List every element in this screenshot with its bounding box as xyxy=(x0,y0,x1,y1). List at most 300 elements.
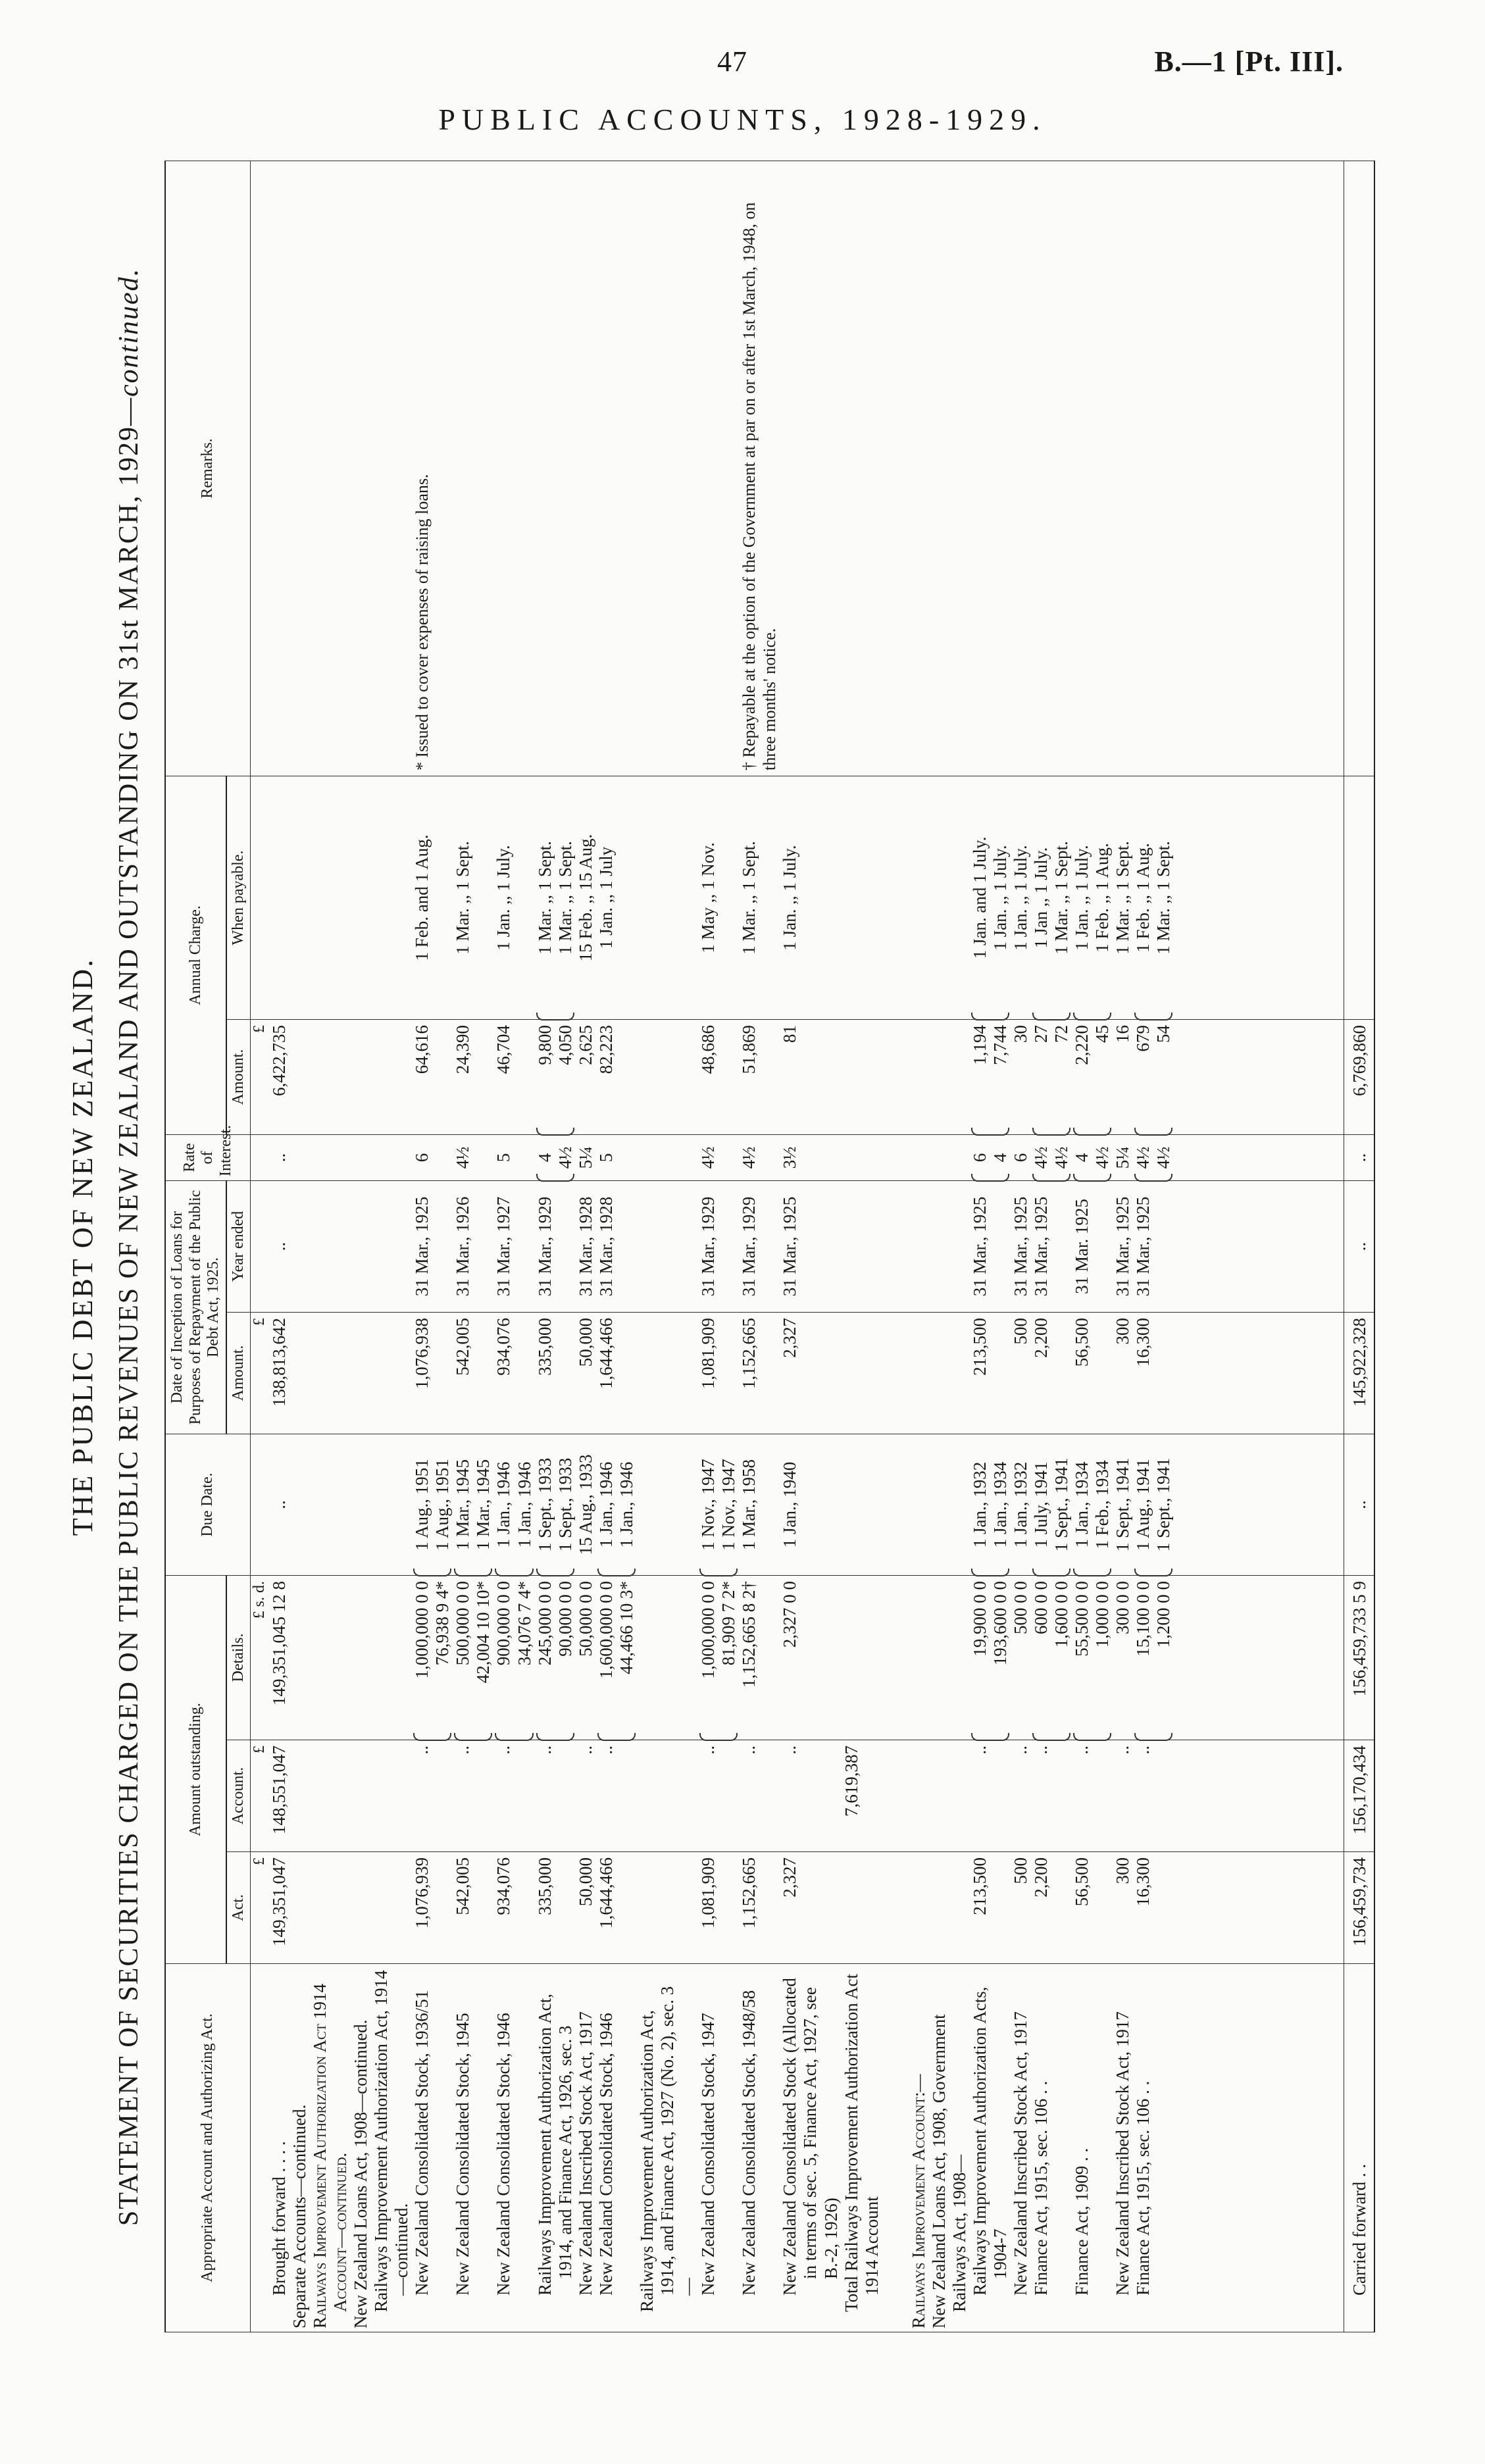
charge-amount-line: 45 xyxy=(1092,1025,1113,1043)
when-payable xyxy=(289,776,310,1020)
interest-rate xyxy=(412,1135,453,1181)
year-ended xyxy=(637,1181,698,1313)
due-date-line: 1 Aug., 1951 xyxy=(432,1459,453,1551)
table-row xyxy=(493,161,534,2332)
account-description: New Zealand Loans Act, 1908, Government Railways Act, 1908— xyxy=(929,1964,970,2332)
inception-amount: 300 xyxy=(1113,1313,1133,1434)
charge-amount-line: 6,769,860 xyxy=(1349,1025,1369,1096)
due-date xyxy=(1344,1434,1374,1576)
remark-text xyxy=(1011,161,1031,776)
year-ended-line: 31 Mar., 1926 xyxy=(453,1196,473,1297)
inception-amount: 2,327 xyxy=(780,1313,841,1434)
year-ended xyxy=(1031,1181,1072,1313)
due-date-line: .. xyxy=(268,1500,289,1509)
charge-amount-line: 46,704 xyxy=(493,1025,514,1074)
table-row xyxy=(1072,161,1113,2332)
account-amount: .. xyxy=(535,1740,576,1852)
due-date-line: 1 Jan., 1932 xyxy=(1010,1461,1030,1548)
due-date xyxy=(882,1434,929,1576)
charge-amount xyxy=(970,1020,1011,1135)
due-date-line: 1 Mar., 1945 xyxy=(473,1459,493,1550)
when-payable xyxy=(780,776,841,1020)
year-ended xyxy=(780,1181,841,1313)
details-amount xyxy=(453,1576,493,1740)
details-amount-line: 300 0 0 xyxy=(1113,1581,1133,1634)
when-payable-line: 1 Jan. ,, 1 July. xyxy=(493,845,514,951)
interest-rate xyxy=(269,1135,289,1181)
when-payable xyxy=(351,776,371,1020)
year-ended xyxy=(882,1181,929,1313)
due-date xyxy=(970,1434,1011,1576)
interest-rate xyxy=(371,1135,412,1181)
remark-text xyxy=(637,161,698,776)
account-amount: .. xyxy=(698,1740,739,1852)
charge-amount xyxy=(453,1020,493,1135)
year-ended-line: 31 Mar. 1925 xyxy=(1072,1199,1092,1294)
details-amount xyxy=(842,1576,882,1740)
col-inception-amount: Amount. xyxy=(226,1313,251,1434)
year-ended xyxy=(739,1181,780,1313)
table-row xyxy=(596,161,637,2332)
year-ended-line: 31 Mar., 1925 xyxy=(1030,1196,1051,1297)
due-date-line: 1 Aug., 1941 xyxy=(1133,1459,1153,1551)
due-date-line: 1 Nov., 1947 xyxy=(718,1459,738,1551)
when-payable xyxy=(1031,776,1072,1020)
when-payable-line: 1 Jan. ,, 1 July xyxy=(595,846,616,949)
details-amount-line: 1,600,000 0 0 xyxy=(595,1581,616,1679)
account-amount: .. xyxy=(412,1740,453,1852)
interest-rate xyxy=(1072,1135,1113,1181)
details-amount xyxy=(289,1576,310,1740)
when-payable xyxy=(535,776,576,1020)
inception-amount xyxy=(842,1313,882,1434)
details-amount-line: 1,200 0 0 xyxy=(1153,1581,1174,1648)
when-payable-line: 1 Jan. ,, 1 July. xyxy=(1072,845,1092,951)
year-ended xyxy=(351,1181,371,1313)
charge-amount xyxy=(412,1020,453,1135)
due-date-line: 1 Sept., 1933 xyxy=(555,1457,575,1552)
when-payable xyxy=(1113,776,1133,1020)
account-amount: 7,619,387 xyxy=(842,1740,882,1852)
interest-rate-line: 5¼ xyxy=(1113,1146,1133,1169)
table-row xyxy=(576,161,596,2332)
act-amount: 2,200 xyxy=(1031,1852,1072,1964)
year-ended xyxy=(596,1181,637,1313)
details-amount xyxy=(637,1576,698,1740)
year-ended xyxy=(310,1181,351,1313)
details-amount-line: 245,000 0 0 xyxy=(534,1581,555,1666)
subtitle-main: STATEMENT OF SECURITIES CHARGED ON THE PUBLIC REVENUES OF NEW ZEALAND AND OUTSTANDING ON 31st MARCH, 1929— xyxy=(114,396,144,2226)
table-row xyxy=(882,161,929,2332)
due-date xyxy=(637,1434,698,1576)
due-date-line: 1 Mar., 1958 xyxy=(739,1459,759,1550)
table-row xyxy=(970,161,1011,2332)
remark-text xyxy=(493,161,534,776)
year-ended xyxy=(493,1181,534,1313)
due-date-line: 1 July, 1941 xyxy=(1030,1461,1051,1548)
charge-amount xyxy=(1133,1020,1174,1135)
account-description: Railways Improvement Authorization Act, 1914, and Finance Act, 1927 (No. 2), sec. 3— xyxy=(637,1964,698,2332)
inception-amount: 16,300 xyxy=(1133,1313,1174,1434)
col-inception: Date of Inception of Loans for Purposes of Repayment of the Public Debt Act, 1925. xyxy=(165,1181,226,1434)
due-date-line: 1 Jan., 1934 xyxy=(1072,1461,1092,1548)
inception-amount: 213,500 xyxy=(970,1313,1011,1434)
interest-rate xyxy=(1031,1135,1072,1181)
due-date xyxy=(596,1434,637,1576)
details-amount-line: 44,466 10 3* xyxy=(616,1581,636,1674)
due-date xyxy=(1113,1434,1133,1576)
due-date-line: 1 Jan., 1946 xyxy=(514,1461,534,1548)
account-amount xyxy=(371,1740,412,1852)
remark-text xyxy=(1072,161,1113,776)
col-year-ended: Year ended xyxy=(226,1181,251,1313)
when-payable xyxy=(637,776,698,1020)
due-date xyxy=(842,1434,882,1576)
charge-amount-line: 30 xyxy=(1010,1025,1030,1043)
remark-text xyxy=(310,161,351,776)
details-amount xyxy=(412,1576,453,1740)
debt-table xyxy=(164,161,1375,2332)
interest-rate xyxy=(842,1135,882,1181)
account-amount: .. xyxy=(1011,1740,1031,1852)
charge-amount xyxy=(576,1020,596,1135)
due-date xyxy=(351,1434,371,1576)
table-row xyxy=(289,161,310,2332)
account-amount xyxy=(929,1740,970,1852)
year-ended xyxy=(1072,1181,1113,1313)
charge-amount-line: 72 xyxy=(1051,1025,1071,1043)
due-date-line: 1 Sept., 1941 xyxy=(1113,1457,1133,1552)
table-row xyxy=(780,161,841,2332)
when-payable-line: 1 Mar. ,, 1 Sept. xyxy=(534,841,555,955)
details-amount-line: 1,000,000 0 0 xyxy=(697,1581,718,1679)
details-amount-line: 81,909 7 2* xyxy=(718,1581,738,1666)
col-charge-amount: Amount. xyxy=(226,1020,251,1135)
remark-text xyxy=(780,161,841,776)
charge-amount-line: 7,744 xyxy=(990,1025,1010,1065)
charge-amount xyxy=(351,1020,371,1135)
account-description: New Zealand Consolidated Stock, 1948/58 xyxy=(739,1964,780,2332)
details-amount xyxy=(371,1576,412,1740)
due-date xyxy=(698,1434,739,1576)
act-amount: 156,459,734 xyxy=(1344,1852,1374,1964)
details-amount-line: 900,000 0 0 xyxy=(493,1581,514,1666)
account-description: Railways Improvement Authorization Act, 1914, and Finance Act, 1926, sec. 3 xyxy=(535,1964,576,2332)
remark-text xyxy=(269,161,289,776)
details-amount xyxy=(310,1576,351,1740)
when-payable xyxy=(596,776,637,1020)
year-ended xyxy=(453,1181,493,1313)
charge-amount xyxy=(882,1020,929,1135)
inception-amount: 145,922,328 xyxy=(1344,1313,1374,1434)
when-payable xyxy=(576,776,596,1020)
remark-text xyxy=(1113,161,1133,776)
interest-rate-line: 6 xyxy=(969,1153,990,1163)
details-amount xyxy=(576,1576,596,1740)
year-ended-line: 31 Mar., 1929 xyxy=(534,1196,555,1297)
act-amount: 1,644,466 xyxy=(596,1852,637,1964)
col-due-date: Due Date. xyxy=(165,1434,251,1576)
due-date-line: 1 Mar., 1945 xyxy=(453,1459,473,1550)
when-payable-line: 1 Mar. ,, 1 Sept. xyxy=(555,841,575,955)
remark-text xyxy=(535,161,576,776)
account-description: Railways Improvement Authorization Act, 1914—continued. xyxy=(371,1964,412,2332)
when-payable xyxy=(412,776,453,1020)
details-amount-line: 193,600 0 0 xyxy=(990,1581,1010,1666)
when-payable-line: 15 Feb. ,, 15 Aug. xyxy=(575,834,595,962)
when-payable xyxy=(371,776,412,1020)
act-amount: 500 xyxy=(1011,1852,1031,1964)
remark-text xyxy=(351,161,371,776)
table-row xyxy=(269,161,289,2332)
inception-amount xyxy=(929,1313,970,1434)
interest-rate-line: 6 xyxy=(1010,1153,1030,1163)
charge-amount-line: 679 xyxy=(1133,1025,1153,1052)
when-payable xyxy=(1011,776,1031,1020)
inception-amount: 1,076,938 xyxy=(412,1313,453,1434)
col-rate: Rate of Interest. xyxy=(165,1135,251,1181)
interest-rate-line: 4 xyxy=(990,1153,1010,1163)
details-amount xyxy=(269,1576,289,1740)
year-ended-line: 31 Mar., 1925 xyxy=(412,1196,432,1297)
inception-amount xyxy=(310,1313,351,1434)
inception-amount: 934,076 xyxy=(493,1313,534,1434)
due-date xyxy=(1011,1434,1031,1576)
unit-pound: £ xyxy=(251,1852,269,1964)
col-account: Account. xyxy=(226,1740,251,1852)
when-payable-line: 1 Jan. ,, 1 July. xyxy=(1010,845,1030,951)
interest-rate xyxy=(637,1135,698,1181)
interest-rate xyxy=(1011,1135,1031,1181)
interest-rate xyxy=(289,1135,310,1181)
due-date-line: 1 Jan., 1946 xyxy=(616,1461,636,1548)
details-amount xyxy=(1133,1576,1174,1740)
inception-amount: 1,152,665 xyxy=(739,1313,780,1434)
year-ended xyxy=(1011,1181,1031,1313)
charge-amount-line: 2,625 xyxy=(575,1025,595,1065)
remark-text xyxy=(371,161,412,776)
details-amount xyxy=(1011,1576,1031,1740)
interest-rate-line: 5¼ xyxy=(575,1146,595,1169)
due-date xyxy=(371,1434,412,1576)
year-ended xyxy=(842,1181,882,1313)
account-description: Railways Improvement Authorization Act 1914 Account—continued. xyxy=(310,1964,351,2332)
account-description: Railways Improvement Authorization Acts, 1904-7 xyxy=(970,1964,1011,2332)
account-description: New Zealand Inscribed Stock Act, 1917 xyxy=(1011,1964,1031,2332)
col-act: Act. xyxy=(226,1852,251,1964)
table-row xyxy=(351,161,371,2332)
interest-rate xyxy=(1133,1135,1174,1181)
when-payable-line: 1 Mar. ,, 1 Sept. xyxy=(1153,841,1174,955)
interest-rate-line: .. xyxy=(268,1153,289,1163)
account-amount: .. xyxy=(780,1740,841,1852)
table-row xyxy=(412,161,453,2332)
due-date-line: 1 Sept., 1941 xyxy=(1153,1457,1174,1552)
charge-amount-line: 2,220 xyxy=(1072,1025,1092,1065)
year-ended xyxy=(1133,1181,1174,1313)
act-amount: 335,000 xyxy=(535,1852,576,1964)
act-amount xyxy=(842,1852,882,1964)
account-description: New Zealand Consolidated Stock, 1936/51 xyxy=(412,1964,453,2332)
interest-rate xyxy=(780,1135,841,1181)
due-date-line: 15 Aug., 1933 xyxy=(575,1454,595,1555)
statement-subtitle xyxy=(113,161,145,2332)
statement-title: THE PUBLIC DEBT OF NEW ZEALAND. xyxy=(66,957,99,1536)
when-payable xyxy=(1344,776,1374,1020)
charge-amount-line: 54 xyxy=(1153,1025,1174,1043)
account-description: Railways Improvement Account:— xyxy=(882,1964,929,2332)
due-date xyxy=(535,1434,576,1576)
interest-rate-line: 3½ xyxy=(780,1146,800,1169)
page-number: 47 xyxy=(717,45,747,78)
interest-rate-line: 4½ xyxy=(453,1146,473,1169)
unit-pound: £ xyxy=(251,1740,269,1852)
details-amount xyxy=(739,1576,780,1740)
remark-text: * Issued to cover expenses of raising loans. xyxy=(412,161,453,776)
when-payable xyxy=(842,776,882,1020)
interest-rate xyxy=(929,1135,970,1181)
act-amount xyxy=(289,1852,310,1964)
account-amount xyxy=(310,1740,351,1852)
year-ended-line: 31 Mar., 1925 xyxy=(780,1196,800,1297)
remark-text xyxy=(970,161,1011,776)
details-amount xyxy=(493,1576,534,1740)
due-date xyxy=(453,1434,493,1576)
year-ended xyxy=(1113,1181,1133,1313)
account-amount: .. xyxy=(1133,1740,1174,1852)
interest-rate xyxy=(1344,1135,1374,1181)
details-amount-line: 50,000 0 0 xyxy=(575,1581,595,1657)
interest-rate-line: 4 xyxy=(1072,1153,1092,1163)
when-payable xyxy=(882,776,929,1020)
due-date xyxy=(1031,1434,1072,1576)
account-amount xyxy=(289,1740,310,1852)
part-reference: B.—1 [Pt. III]. xyxy=(1154,45,1344,78)
due-date xyxy=(576,1434,596,1576)
details-amount-line: 500,000 0 0 xyxy=(453,1581,473,1666)
interest-rate xyxy=(493,1135,534,1181)
year-ended xyxy=(289,1181,310,1313)
table-row xyxy=(1031,161,1072,2332)
table-row xyxy=(1344,161,1374,2332)
due-date xyxy=(310,1434,351,1576)
remark-text xyxy=(1031,161,1072,776)
charge-amount-line: 64,616 xyxy=(412,1025,432,1074)
interest-rate-line: 5 xyxy=(595,1153,616,1163)
charge-amount xyxy=(1113,1020,1133,1135)
charge-amount-line: 51,869 xyxy=(739,1025,759,1074)
interest-rate xyxy=(576,1135,596,1181)
col-amount-outstanding: Amount outstanding. xyxy=(165,1576,226,1964)
charge-amount xyxy=(739,1020,780,1135)
charge-amount xyxy=(1344,1020,1374,1135)
table-row xyxy=(929,161,970,2332)
account-description: Brought forward . . . . xyxy=(269,1964,289,2332)
col-details: Details. xyxy=(226,1576,251,1740)
charge-amount xyxy=(1031,1020,1072,1135)
interest-rate xyxy=(1113,1135,1133,1181)
table-row xyxy=(371,161,412,2332)
act-amount xyxy=(310,1852,351,1964)
interest-rate-line: 4½ xyxy=(739,1146,759,1169)
due-date-line: 1 Jan., 1934 xyxy=(990,1461,1010,1548)
act-amount: 1,152,665 xyxy=(739,1852,780,1964)
unit-pound: £ xyxy=(251,1313,269,1434)
year-ended-line: 31 Mar., 1925 xyxy=(1133,1196,1153,1297)
details-amount xyxy=(780,1576,841,1740)
charge-amount-line: 4,050 xyxy=(555,1025,575,1065)
remark-text xyxy=(1133,161,1174,776)
due-date xyxy=(269,1434,289,1576)
inception-amount xyxy=(351,1313,371,1434)
remark-text xyxy=(596,161,637,776)
due-date xyxy=(412,1434,453,1576)
due-date xyxy=(929,1434,970,1576)
due-date xyxy=(780,1434,841,1576)
running-title: PUBLIC ACCOUNTS, 1928-1929. xyxy=(438,103,1047,136)
details-amount-line: 600 0 0 xyxy=(1030,1581,1051,1634)
when-payable-line: 1 Feb. ,, 1 Aug. xyxy=(1092,843,1113,953)
year-ended xyxy=(1344,1181,1374,1313)
remark-text xyxy=(698,161,739,776)
details-amount xyxy=(882,1576,929,1740)
interest-rate-line: 4 xyxy=(534,1153,555,1163)
table-row xyxy=(1133,161,1174,2332)
account-description: New Zealand Consolidated Stock, 1946 xyxy=(493,1964,534,2332)
account-amount: .. xyxy=(1113,1740,1133,1852)
when-payable-line: 1 Mar. ,, 1 Sept. xyxy=(1051,841,1071,955)
inception-amount: 542,005 xyxy=(453,1313,493,1434)
account-amount: .. xyxy=(596,1740,637,1852)
account-amount: .. xyxy=(970,1740,1011,1852)
charge-amount xyxy=(1011,1020,1031,1135)
account-amount: .. xyxy=(1072,1740,1113,1852)
inception-amount: 500 xyxy=(1011,1313,1031,1434)
when-payable-line: 1 Mar. ,, 1 Sept. xyxy=(453,841,473,955)
filler-row xyxy=(1174,161,1344,2332)
account-amount xyxy=(637,1740,698,1852)
year-ended xyxy=(371,1181,412,1313)
interest-rate xyxy=(596,1135,637,1181)
account-description: New Zealand Consolidated Stock, 1945 xyxy=(453,1964,493,2332)
inception-amount xyxy=(371,1313,412,1434)
due-date-line: 1 Jan., 1946 xyxy=(595,1461,616,1548)
account-description: New Zealand Consolidated Stock (Allocated in terms of sec. 5, Finance Act, 1927, see B.-2, 1926) xyxy=(780,1964,841,2332)
due-date xyxy=(1072,1434,1113,1576)
remark-text xyxy=(929,161,970,776)
interest-rate-line: 4½ xyxy=(555,1146,575,1169)
charge-amount xyxy=(929,1020,970,1135)
inception-amount: 335,000 xyxy=(535,1313,576,1434)
account-amount xyxy=(882,1740,929,1852)
due-date-line: 1 Jan., 1932 xyxy=(969,1461,990,1548)
table-row xyxy=(1011,161,1031,2332)
charge-amount-line: 82,223 xyxy=(595,1025,616,1074)
act-amount xyxy=(882,1852,929,1964)
act-amount: 1,076,939 xyxy=(412,1852,453,1964)
due-date-line: 1 Jan., 1946 xyxy=(493,1461,514,1548)
year-ended xyxy=(269,1181,289,1313)
year-ended xyxy=(576,1181,596,1313)
due-date-line: 1 Sept., 1941 xyxy=(1051,1457,1071,1552)
due-date-line: .. xyxy=(1349,1500,1369,1509)
charge-amount xyxy=(780,1020,841,1135)
interest-rate-line: 4½ xyxy=(1153,1146,1174,1169)
act-amount xyxy=(371,1852,412,1964)
charge-amount-line: 16 xyxy=(1113,1025,1133,1043)
charge-amount-line: 1,194 xyxy=(969,1025,990,1065)
act-amount xyxy=(351,1852,371,1964)
